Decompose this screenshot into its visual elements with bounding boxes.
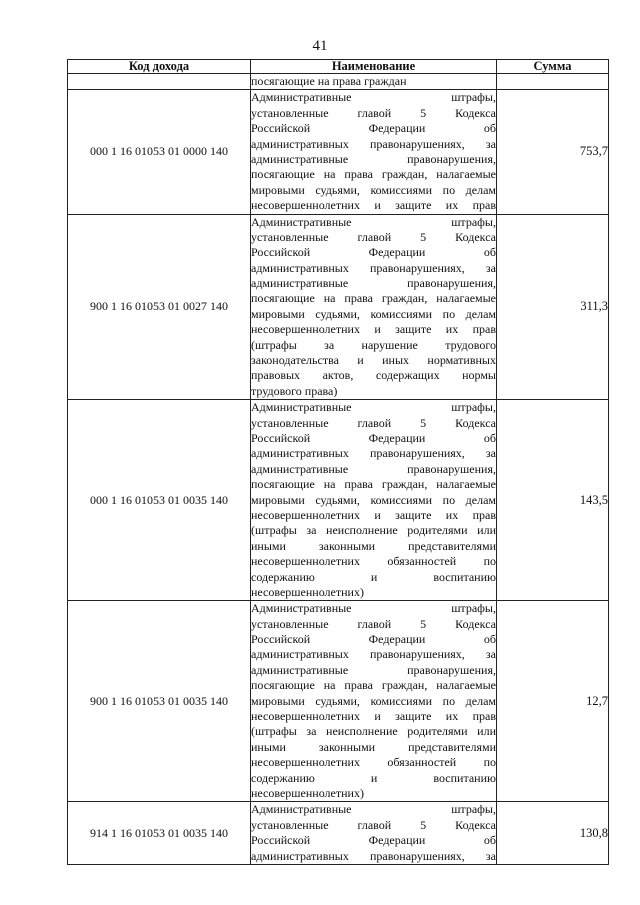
income-name-line: Административные штрафы, bbox=[251, 601, 496, 616]
income-name-line: мировыми судьями, комиссиями по делам bbox=[251, 182, 496, 197]
income-name-line: несовершеннолетних и защите их прав bbox=[251, 322, 496, 337]
income-name-line: Административные штрафы, bbox=[251, 400, 496, 415]
income-name-line: административных правонарушениях, за bbox=[251, 260, 496, 275]
income-name-line: Административные штрафы, bbox=[251, 802, 496, 817]
income-sum-cell: 12,7 bbox=[497, 601, 609, 802]
income-name-line: трудового права) bbox=[251, 383, 338, 398]
income-name-line: несовершеннолетних и защите их прав bbox=[251, 507, 496, 522]
income-code-cell: 914 1 16 01053 01 0035 140 bbox=[68, 802, 251, 865]
income-name-line: установленные главой 5 Кодекса bbox=[251, 415, 496, 430]
income-name-cell bbox=[251, 214, 497, 400]
income-name-line: несовершеннолетних) bbox=[251, 584, 364, 599]
continuation-line: посягающие на права граждан bbox=[251, 74, 407, 88]
income-name-line: Российской Федерации об bbox=[251, 632, 496, 647]
income-sum-cell: 130,8 bbox=[497, 802, 609, 865]
income-name-line: Российской Федерации об bbox=[251, 430, 496, 445]
header-name: Наименование bbox=[251, 60, 497, 74]
continuation-sum-cell bbox=[497, 74, 609, 90]
income-name-line: содержанию и воспитанию bbox=[251, 569, 496, 584]
revenue-table bbox=[67, 59, 609, 865]
table-row bbox=[68, 214, 609, 400]
table-row bbox=[68, 90, 609, 214]
income-name-line: административных правонарушениях, за bbox=[251, 848, 496, 863]
table-row bbox=[68, 400, 609, 601]
income-name-cell bbox=[251, 90, 497, 214]
income-name-line: установленные главой 5 Кодекса bbox=[251, 616, 496, 631]
income-name-line: мировыми судьями, комиссиями по делам bbox=[251, 306, 496, 321]
continuation-row bbox=[68, 74, 609, 90]
income-name-line: административные правонарушения, bbox=[251, 662, 496, 677]
income-name-line: административных правонарушениях, за bbox=[251, 647, 496, 662]
income-name-line: Российской Федерации об bbox=[251, 833, 496, 848]
income-name-line: несовершеннолетних и защите их прав bbox=[251, 198, 496, 213]
income-name-line: правовых актов, содержащих нормы bbox=[251, 368, 496, 383]
income-code-cell: 000 1 16 01053 01 0035 140 bbox=[68, 400, 251, 601]
income-name-line: посягающие на права граждан, налагаемые bbox=[251, 167, 496, 182]
income-sum-cell: 143,5 bbox=[497, 400, 609, 601]
income-name-line: Российской Федерации об bbox=[251, 245, 496, 260]
income-name-line: иными законными представителями bbox=[251, 739, 496, 754]
income-name-line: (штрафы за неисполнение родителями или bbox=[251, 724, 496, 739]
table-row bbox=[68, 802, 609, 865]
income-name-line: установленные главой 5 Кодекса bbox=[251, 817, 496, 832]
income-name-line: посягающие на права граждан, налагаемые bbox=[251, 291, 496, 306]
income-sum-cell: 753,7 bbox=[497, 90, 609, 214]
income-name-line: установленные главой 5 Кодекса bbox=[251, 229, 496, 244]
income-name-line: несовершеннолетних обязанностей по bbox=[251, 554, 496, 569]
income-code-cell: 000 1 16 01053 01 0000 140 bbox=[68, 90, 251, 214]
continuation-name-cell bbox=[251, 74, 497, 90]
income-name-line: несовершеннолетних) bbox=[251, 785, 364, 800]
table-header-row bbox=[68, 60, 609, 74]
income-name-cell bbox=[251, 601, 497, 802]
income-name-line: мировыми судьями, комиссиями по делам bbox=[251, 492, 496, 507]
income-name-cell bbox=[251, 400, 497, 601]
income-code-cell: 900 1 16 01053 01 0035 140 bbox=[68, 601, 251, 802]
continuation-code-cell bbox=[68, 74, 251, 90]
income-name-line: Административные штрафы, bbox=[251, 90, 496, 105]
income-name-line: несовершеннолетних обязанностей по bbox=[251, 755, 496, 770]
income-name-line: посягающие на права граждан, налагаемые bbox=[251, 477, 496, 492]
income-name-line: законодательства и иных нормативных bbox=[251, 353, 496, 368]
income-name-cell bbox=[251, 802, 497, 865]
income-name-line: административных правонарушениях, за bbox=[251, 136, 496, 151]
page-number: 41 bbox=[312, 38, 328, 54]
income-name-line: (штрафы за нарушение трудового bbox=[251, 337, 496, 352]
income-name-line: мировыми судьями, комиссиями по делам bbox=[251, 693, 496, 708]
income-name-line: установленные главой 5 Кодекса bbox=[251, 105, 496, 120]
income-name-line: административных правонарушениях, за bbox=[251, 446, 496, 461]
income-sum-cell: 311,3 bbox=[497, 214, 609, 400]
income-name-line: несовершеннолетних и защите их прав bbox=[251, 709, 496, 724]
income-name-line: (штрафы за неисполнение родителями или bbox=[251, 523, 496, 538]
income-name-line: посягающие на права граждан, налагаемые bbox=[251, 678, 496, 693]
income-name-line: административные правонарушения, bbox=[251, 151, 496, 166]
income-name-line: административные правонарушения, bbox=[251, 461, 496, 476]
income-name-line: Российской Федерации об bbox=[251, 121, 496, 136]
header-code: Код дохода bbox=[68, 60, 251, 74]
income-name-line: Административные штрафы, bbox=[251, 214, 496, 229]
income-name-line: иными законными представителями bbox=[251, 538, 496, 553]
header-sum: Сумма bbox=[497, 60, 609, 74]
income-name-line: содержанию и воспитанию bbox=[251, 770, 496, 785]
income-code-cell: 900 1 16 01053 01 0027 140 bbox=[68, 214, 251, 400]
income-name-line: административные правонарушения, bbox=[251, 276, 496, 291]
table-row bbox=[68, 601, 609, 802]
